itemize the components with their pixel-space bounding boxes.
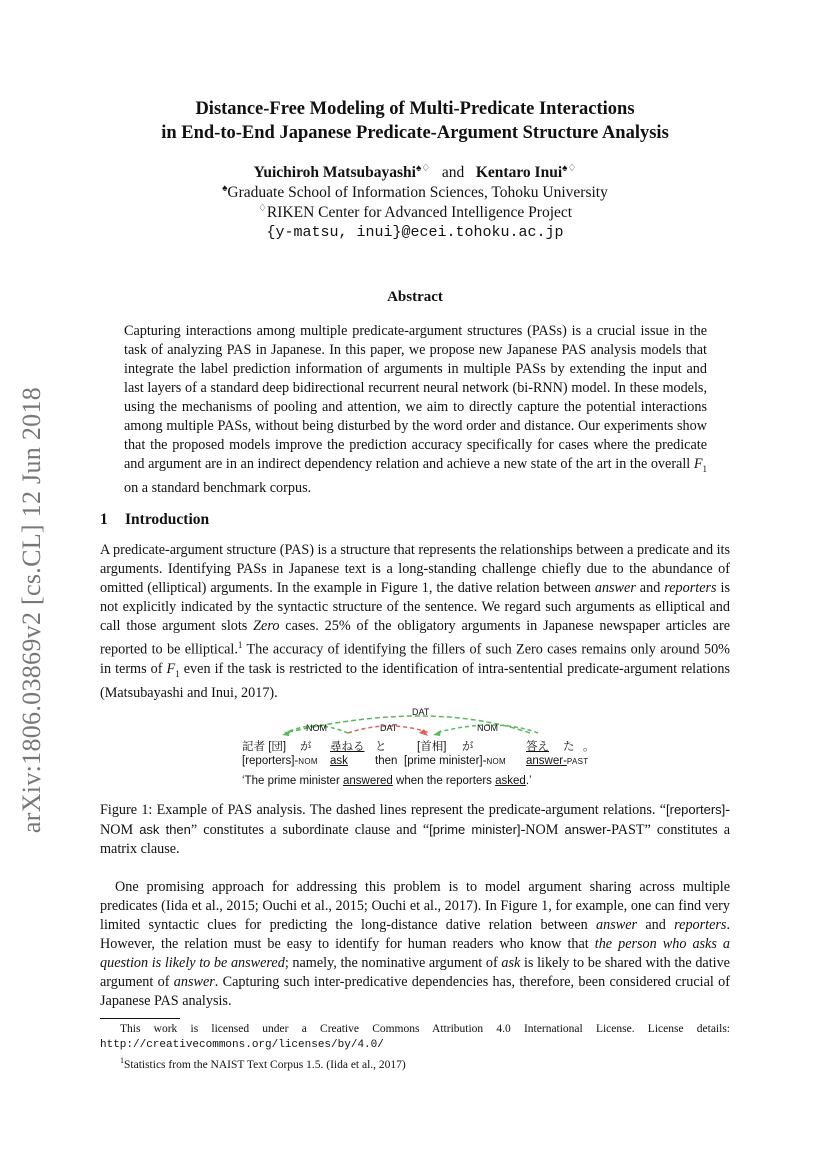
p2-text-f: . Capturing such inter-predicative dependencies has, therefore, been considered crucial of Japanese PAS analysis. <box>100 974 730 1009</box>
label-dat-top: DAT <box>412 707 430 717</box>
p2-reporters: reporters <box>674 917 727 933</box>
title-line-1: Distance-Free Modeling of Multi-Predicate Interactions <box>195 99 635 119</box>
caption-a: Figure 1: Example of PAS analysis. The dashed lines represent the predicate-argument relations. “ <box>100 802 667 818</box>
label-dat-2: DAT <box>380 723 398 733</box>
arrowhead-3 <box>433 730 441 736</box>
author-email: {y-matsu, inui}@ecei.tohoku.ac.jp <box>266 224 564 241</box>
license-text: This work is licensed under a Creative Commons Attribution 4.0 International License. License details: <box>120 1023 730 1035</box>
caption-c: ” constitutes a subordinate clause and “ <box>190 822 430 838</box>
gloss-3: then <box>375 755 398 767</box>
gloss-1-case: NOM <box>298 757 318 766</box>
translation-b: when the reporters <box>392 775 496 787</box>
gloss-5-text: answer- <box>526 755 567 767</box>
footnote-1 <box>100 1053 730 1073</box>
p2-text-e: is likely to be shared with the dative argument of <box>100 955 730 990</box>
figure-translation <box>242 775 532 787</box>
abstract-f1: F <box>693 456 703 472</box>
translation-a: ‘The prime minister <box>242 775 343 787</box>
p2-text-c: . However, the relation must be easy to identify for human readers who know that <box>100 917 730 952</box>
figure-1 <box>230 705 630 795</box>
affiliation-1-text: Graduate School of Information Sciences, Tohoku University <box>227 184 608 201</box>
jp-token-6: が <box>462 741 474 753</box>
p1-text-e: The accuracy of identifying the fillers of such Zero cases remains only around 50% in terms of <box>100 641 730 677</box>
license-url[interactable]: http://creativecommons.org/licenses/by/4.0/ <box>100 1039 384 1051</box>
intro-paragraph-1 <box>100 541 730 703</box>
footnotes <box>100 1022 730 1073</box>
affiliation-1-mark: ♠ <box>222 182 228 194</box>
abstract-f1-sub: 1 <box>702 463 707 474</box>
p1-zero: Zero <box>253 618 280 634</box>
intro-paragraph-2 <box>100 878 730 1011</box>
footnote-1-text: Statistics from the NAIST Text Corpus 1.5. (Iida et al., 2017) <box>124 1058 406 1071</box>
title-line-2: in End-to-End Japanese Predicate-Argument Structure Analysis <box>161 123 669 143</box>
gloss-2: ask <box>330 755 348 767</box>
paper-title <box>100 97 730 145</box>
p1-text-a: A predicate-argument structure (PAS) is a structure that represents the relationships between a predicate and its arguments. Identifying PASs in Japanese text is a long-standing challenge chiefly due to the abundance of omitted (elliptical) arguments. In the example in Figure 1, the dative relation between <box>100 542 730 596</box>
author-2-marks: ♠♢ <box>562 162 577 174</box>
p1-f1: F <box>166 660 176 677</box>
p2-italic: the person who asks a question is likely to be answered <box>100 936 730 971</box>
jp-token-8: た <box>563 741 575 753</box>
translation-asked: asked <box>495 775 526 787</box>
jp-token-7: 答え <box>526 741 549 753</box>
p2-text-b: and <box>637 917 675 933</box>
affiliation-2-text: RIKEN Center for Advanced Intelligence Project <box>266 204 573 221</box>
label-nom-1: NOM <box>306 723 327 733</box>
license-footnote <box>100 1022 730 1053</box>
gloss-1 <box>242 755 318 767</box>
affiliation-1 <box>100 183 730 203</box>
p1-text-f: even if the task is restricted to the identification of intra-sentential predicate-argument relations (Matsubayashi and Inui, 2017). <box>100 660 731 701</box>
translation-answered: answered <box>342 775 393 787</box>
caption-e: -PAST” constitutes a matrix clause. <box>100 822 730 857</box>
gloss-4-case: NOM <box>486 757 507 766</box>
p1-text-d: cases. 25% of the obligatory arguments in Japanese newspaper articles are reported to be elliptical. <box>100 618 730 658</box>
p2-ask: ask <box>501 955 521 971</box>
caption-s3: [prime minister] <box>429 822 521 837</box>
jp-token-9: 。 <box>583 741 595 753</box>
affiliation-2 <box>100 203 730 223</box>
abstract-text-b: on a standard benchmark corpus. <box>124 479 312 496</box>
p1-reporters: reporters <box>664 580 717 596</box>
p2-text-a: One promising approach for addressing this problem is to model argument sharing across multiple predicates (Iida et al., 2015; Ouchi et al., 2015; Ouchi et al., 2017). In Figure 1, for example, one can find very limited syntactic clues for predicting the long-distance dative relation between <box>100 879 730 933</box>
p1-f1-sub: 1 <box>175 668 180 679</box>
jp-token-4: と <box>375 741 387 753</box>
p1-text-c: is not explicitly indicated by the syntactic structure of the sentence. We regard such arguments as elliptical and call those argument slots <box>100 580 730 634</box>
affiliation-2-mark: ♢ <box>257 202 267 214</box>
arrowhead-1 <box>282 730 290 736</box>
p2-answer: answer <box>596 917 638 933</box>
caption-s4: answer <box>564 822 607 837</box>
abstract-text-a: Capturing interactions among multiple predicate-argument structures (PASs) is a crucial issue in the task of analyzing PAS in Japanese. In this paper, we propose new Japanese PAS analysis models that integrate the label prediction information of arguments in multiple PASs by extending the input and last layers of a standard deep bidirectional recurrent neural network (bi-RNN) model. In these models, using the mechanisms of pooling and attention, we aim to directly capture the potential interactions among multiple PASs, without being disturbed by the word order and distance. Our experiments show that the proposed models improve the prediction accuracy specifically for cases where the predicate and argument are in an indirect dependency relation and achieve a new state of the art in the overall <box>124 323 707 472</box>
author-1: Yuichiroh Matsubayashi <box>253 164 416 181</box>
section-title: Introduction <box>125 511 210 528</box>
gloss-1-text: [reporters]- <box>242 755 299 767</box>
arxiv-sidebar <box>8 360 56 860</box>
author-block <box>100 163 730 243</box>
section-heading <box>100 511 209 529</box>
jp-token-3: 尋ねる <box>330 741 365 753</box>
abstract-heading: Abstract <box>387 289 443 305</box>
figure-1-caption <box>100 800 730 859</box>
p1-text-b: and <box>635 580 665 596</box>
abstract-body <box>124 322 707 498</box>
author-1-marks: ♠♢ <box>415 162 431 174</box>
section-number: 1 <box>100 511 108 528</box>
arxiv-identifier: arXiv:1806.03869v2 [cs.CL] 12 Jun 2018 <box>17 386 46 834</box>
p2-answer-2: answer <box>173 974 215 990</box>
gloss-4 <box>404 755 506 767</box>
caption-b: -NOM <box>100 802 730 838</box>
caption-s2: ask then <box>139 822 191 837</box>
p2-text-d: ; namely, the nominative argument of <box>284 955 502 971</box>
footnote-ref-1[interactable]: 1 <box>237 640 243 650</box>
gloss-5 <box>526 755 588 767</box>
author-2: Kentaro Inui <box>475 164 563 181</box>
jp-token-2: が <box>300 741 312 753</box>
p1-answer: answer <box>594 580 636 596</box>
caption-d: -NOM <box>520 822 565 838</box>
gloss-4-text: [prime minister]- <box>404 755 487 767</box>
caption-s1: [reporters] <box>666 802 726 817</box>
author-line <box>100 163 730 183</box>
translation-c: .’ <box>525 775 532 787</box>
jp-token-5: [首相] <box>417 741 447 753</box>
gloss-5-case: PAST <box>566 757 589 766</box>
footnote-1-mark: 1 <box>120 1056 124 1065</box>
label-nom-2: NOM <box>477 723 498 733</box>
author-and: and <box>441 164 465 181</box>
jp-token-1: 記者 [団] <box>242 741 287 753</box>
footnote-rule <box>100 1018 180 1019</box>
